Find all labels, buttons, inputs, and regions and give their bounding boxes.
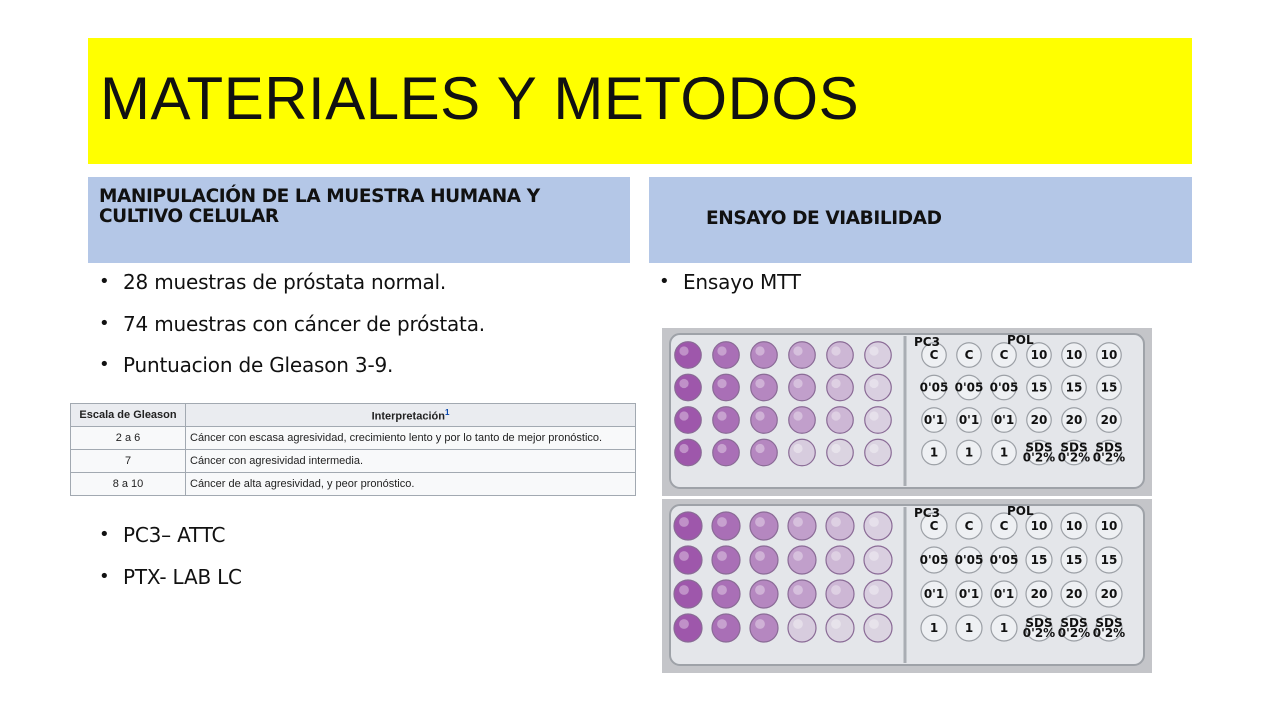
- stained-well: [712, 546, 740, 574]
- well-label: SDS: [1060, 616, 1088, 630]
- stained-well: [712, 512, 740, 540]
- well-highlight: [755, 517, 765, 527]
- well-highlight: [793, 517, 803, 527]
- stained-well: [713, 407, 740, 434]
- stained-well: [712, 580, 740, 608]
- well-highlight: [755, 379, 764, 388]
- stained-well: [788, 546, 816, 574]
- stained-well: [789, 439, 816, 466]
- well-plate-drawing: [662, 328, 1152, 496]
- plate-top-label: POL: [1007, 504, 1034, 518]
- well-highlight: [793, 411, 802, 420]
- well-highlight: [869, 619, 879, 629]
- well-highlight: [793, 585, 803, 595]
- stained-well: [865, 342, 892, 369]
- well-label: 0'2%: [1022, 626, 1056, 640]
- slide-title: MATERIALES Y METODOS: [100, 65, 860, 132]
- stained-well: [788, 614, 816, 642]
- well-label: 15: [1030, 553, 1048, 567]
- well-highlight: [755, 411, 764, 420]
- well-highlight: [755, 585, 765, 595]
- table-row: [71, 473, 636, 496]
- left-section-title: MANIPULACIÓN DE LA MUESTRA HUMANA Y CULTIVO CELULAR: [99, 186, 540, 227]
- left-section-header: [88, 177, 630, 263]
- well-highlight: [831, 379, 840, 388]
- table-header-row: [71, 404, 636, 427]
- well-highlight: [755, 444, 764, 453]
- stained-well: [675, 342, 702, 369]
- well-label: 15: [1065, 553, 1083, 567]
- well-highlight: [793, 346, 802, 355]
- well-highlight: [679, 551, 689, 561]
- well-label: 20: [1030, 587, 1048, 601]
- well-label: 20: [1065, 587, 1083, 601]
- well-highlight: [679, 411, 688, 420]
- stained-well: [675, 407, 702, 434]
- stained-well: [751, 439, 778, 466]
- well-highlight: [869, 444, 878, 453]
- well-label: C: [929, 348, 939, 362]
- well-highlight: [679, 379, 688, 388]
- stained-well: [865, 407, 892, 434]
- list-item: • 74 muestras con cáncer de próstata.: [99, 311, 485, 353]
- well-label: 15: [1030, 380, 1048, 395]
- stained-well: [789, 342, 816, 369]
- well-label: 0'1: [958, 587, 980, 601]
- well-label: SDS: [1060, 440, 1088, 455]
- list-item: • Puntuacion de Gleason 3-9.: [99, 352, 485, 394]
- well-label: 0'05: [989, 380, 1019, 395]
- plate-side-label: PC3: [914, 506, 940, 520]
- well-label: 20: [1100, 413, 1118, 427]
- mtt-plate-photo-1: [662, 328, 1152, 496]
- well-label: 0'05: [954, 380, 984, 395]
- stained-well: [826, 512, 854, 540]
- stained-well: [751, 374, 778, 401]
- well-label: 0'05: [954, 553, 984, 567]
- stained-well: [750, 614, 778, 642]
- well-highlight: [755, 551, 765, 561]
- stained-well: [674, 546, 702, 574]
- well-highlight: [679, 444, 688, 453]
- stained-well: [674, 580, 702, 608]
- well-label: 15: [1065, 380, 1083, 395]
- well-highlight: [755, 346, 764, 355]
- well-highlight: [679, 517, 689, 527]
- well-label: C: [999, 348, 1009, 362]
- well-label: 10: [1030, 519, 1048, 533]
- well-label: 0'1: [923, 413, 945, 427]
- stained-well: [826, 546, 854, 574]
- well-label: C: [999, 519, 1009, 533]
- well-label: 1: [999, 621, 1009, 635]
- stained-well: [674, 614, 702, 642]
- well-label: 20: [1030, 413, 1048, 427]
- well-label: 10: [1065, 348, 1083, 362]
- stained-well: [827, 374, 854, 401]
- well-label: 0'1: [993, 413, 1015, 427]
- well-highlight: [831, 444, 840, 453]
- well-highlight: [869, 379, 878, 388]
- well-label: 0'05: [989, 553, 1019, 567]
- well-label: 1: [964, 445, 974, 460]
- stained-well: [789, 407, 816, 434]
- plate-top-label: POL: [1007, 333, 1034, 347]
- well-highlight: [869, 411, 878, 420]
- well-highlight: [717, 411, 726, 420]
- well-highlight: [869, 585, 879, 595]
- title-banner: [88, 38, 1192, 164]
- gleason-table: [70, 403, 636, 496]
- table-cell: Cáncer con escasa agresividad, crecimiento lento y por lo tanto de mejor pronóstico.: [186, 427, 636, 450]
- stained-well: [788, 512, 816, 540]
- well-highlight: [717, 517, 727, 527]
- stained-well: [864, 546, 892, 574]
- well-highlight: [755, 619, 765, 629]
- stained-well: [827, 407, 854, 434]
- column-header-label: Interpretación: [371, 410, 445, 423]
- well-highlight: [869, 551, 879, 561]
- list-item: • PTX- LAB LC: [99, 564, 242, 606]
- table-cell: Cáncer con agresividad intermedia.: [186, 450, 636, 473]
- well-label: 15: [1100, 553, 1118, 567]
- well-label: 0'2%: [1057, 626, 1091, 640]
- list-item: • PC3– ATTC: [99, 522, 242, 564]
- footnote-link[interactable]: 1: [444, 407, 450, 417]
- well-label: C: [964, 519, 974, 533]
- plate-side-label: PC3: [914, 335, 940, 349]
- assay-bullet-list: [659, 269, 801, 311]
- table-cell: 7: [71, 450, 186, 473]
- stained-well: [827, 342, 854, 369]
- stained-well: [864, 614, 892, 642]
- well-highlight: [717, 619, 727, 629]
- well-label: 0'2%: [1022, 450, 1056, 465]
- well-label: C: [964, 348, 974, 362]
- well-highlight: [717, 379, 726, 388]
- well-label: SDS: [1095, 440, 1123, 455]
- stained-well: [751, 342, 778, 369]
- table-row: [71, 450, 636, 473]
- stained-well: [675, 439, 702, 466]
- well-highlight: [831, 619, 841, 629]
- well-label: 0'05: [919, 553, 949, 567]
- well-label: 20: [1065, 413, 1083, 427]
- well-highlight: [831, 585, 841, 595]
- list-item: • Ensayo MTT: [659, 269, 801, 311]
- well-highlight: [793, 619, 803, 629]
- stained-well: [865, 439, 892, 466]
- stained-well: [751, 407, 778, 434]
- well-label: 0'2%: [1092, 450, 1126, 465]
- well-label: 0'1: [958, 413, 980, 427]
- sample-bullet-list: [99, 269, 485, 394]
- well-label: 10: [1100, 348, 1118, 362]
- stained-well: [788, 580, 816, 608]
- well-label: 10: [1065, 519, 1083, 533]
- column-header: [186, 404, 636, 427]
- well-highlight: [869, 517, 879, 527]
- well-plate-drawing: [662, 499, 1152, 673]
- well-label: 10: [1030, 348, 1048, 362]
- well-highlight: [831, 551, 841, 561]
- well-label: SDS: [1025, 616, 1053, 630]
- stained-well: [750, 546, 778, 574]
- stained-well: [750, 580, 778, 608]
- well-label: 0'2%: [1092, 626, 1126, 640]
- well-highlight: [679, 619, 689, 629]
- well-label: 10: [1100, 519, 1118, 533]
- stained-well: [865, 374, 892, 401]
- stained-well: [827, 439, 854, 466]
- well-label: C: [929, 519, 939, 533]
- list-item: • 28 muestras de próstata normal.: [99, 269, 485, 311]
- stained-well: [713, 374, 740, 401]
- well-highlight: [831, 517, 841, 527]
- well-label: 1: [999, 445, 1009, 460]
- stained-well: [789, 374, 816, 401]
- stained-well: [864, 580, 892, 608]
- well-highlight: [869, 346, 878, 355]
- table-cell: 8 a 10: [71, 473, 186, 496]
- well-label: 1: [964, 621, 974, 635]
- right-section-header: [649, 177, 1192, 263]
- stained-well: [826, 614, 854, 642]
- well-highlight: [679, 346, 688, 355]
- stained-well: [712, 614, 740, 642]
- right-section-title: ENSAYO DE VIABILIDAD: [706, 208, 942, 229]
- table-row: [71, 427, 636, 450]
- well-highlight: [717, 346, 726, 355]
- well-label: 0'2%: [1057, 450, 1091, 465]
- well-label: SDS: [1025, 440, 1053, 455]
- well-highlight: [717, 444, 726, 453]
- stained-well: [674, 512, 702, 540]
- well-label: 0'05: [919, 380, 949, 395]
- well-label: 15: [1100, 380, 1118, 395]
- well-highlight: [717, 585, 727, 595]
- mtt-plate-photo-2: [662, 499, 1152, 673]
- well-highlight: [831, 346, 840, 355]
- column-header: Escala de Gleason: [71, 404, 186, 427]
- well-label: 0'1: [923, 587, 945, 601]
- well-label: 1: [929, 445, 939, 460]
- stained-well: [713, 439, 740, 466]
- stained-well: [713, 342, 740, 369]
- well-highlight: [793, 444, 802, 453]
- well-highlight: [831, 411, 840, 420]
- well-highlight: [679, 585, 689, 595]
- table-cell: 2 a 6: [71, 427, 186, 450]
- well-highlight: [793, 551, 803, 561]
- well-label: 20: [1100, 587, 1118, 601]
- cell-line-bullet-list: [99, 522, 242, 605]
- stained-well: [675, 374, 702, 401]
- stained-well: [750, 512, 778, 540]
- stained-well: [864, 512, 892, 540]
- stained-well: [826, 580, 854, 608]
- well-label: SDS: [1095, 616, 1123, 630]
- well-highlight: [717, 551, 727, 561]
- well-label: 0'1: [993, 587, 1015, 601]
- table-cell: Cáncer de alta agresividad, y peor pronóstico.: [186, 473, 636, 496]
- well-label: 1: [929, 621, 939, 635]
- well-highlight: [793, 379, 802, 388]
